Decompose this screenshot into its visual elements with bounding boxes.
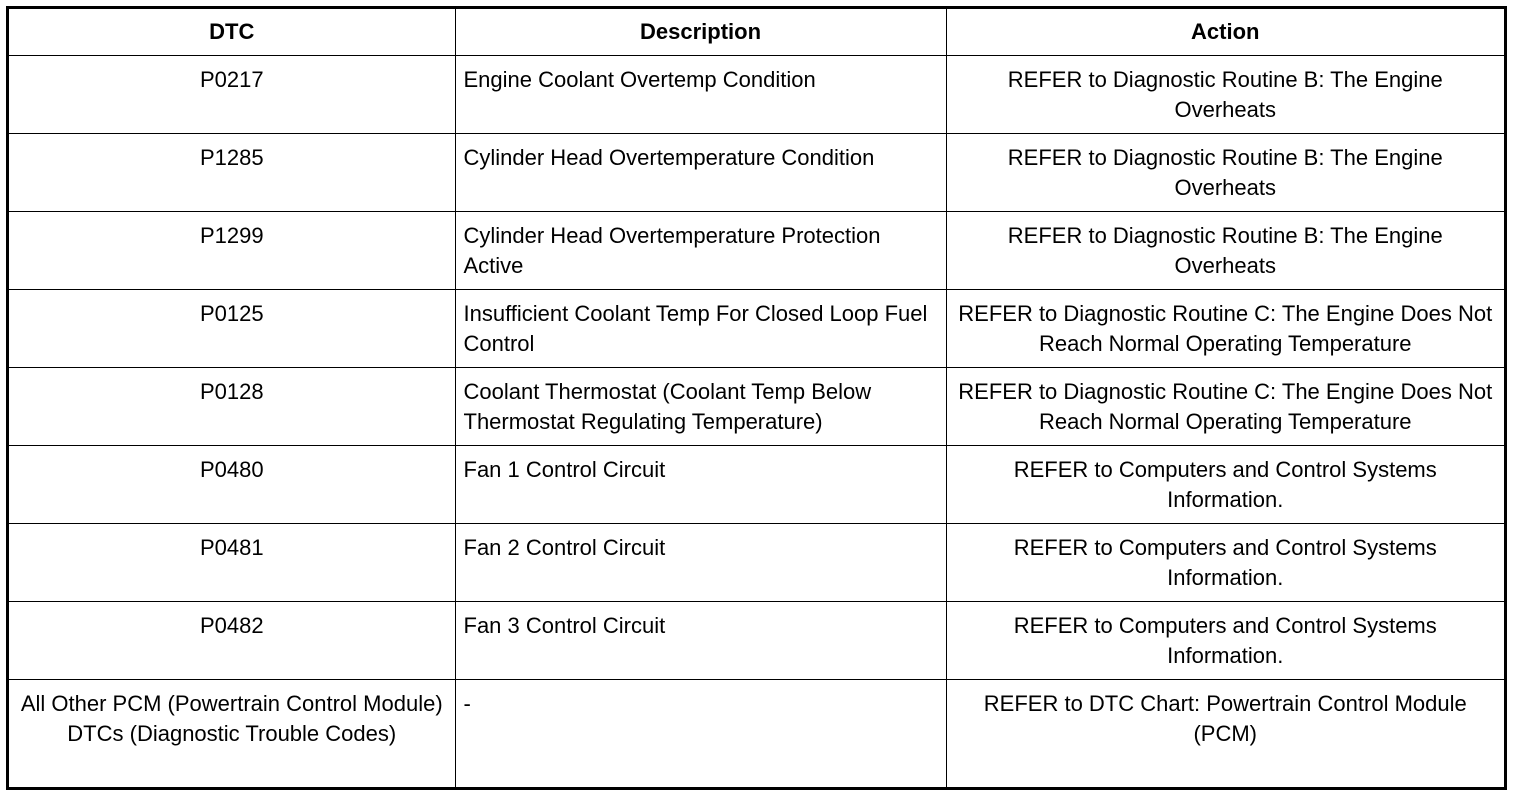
header-action: Action [946, 9, 1504, 55]
action-cell: REFER to Diagnostic Routine B: The Engine Overheats [946, 55, 1504, 133]
dtc-cell: All Other PCM (Powertrain Control Module) DTCs (Diagnostic Trouble Codes) [9, 679, 455, 787]
description-cell: Fan 2 Control Circuit [455, 523, 946, 601]
header-description: Description [455, 9, 946, 55]
dtc-cell: P0480 [9, 445, 455, 523]
table-row [9, 445, 1504, 523]
dtc-cell: P1299 [9, 211, 455, 289]
description-cell: Fan 1 Control Circuit [455, 445, 946, 523]
description-cell: Cylinder Head Overtemperature Condition [455, 133, 946, 211]
table-header-row [9, 9, 1504, 55]
dtc-cell: P0481 [9, 523, 455, 601]
dtc-cell: P1285 [9, 133, 455, 211]
table-row [9, 211, 1504, 289]
action-cell: REFER to DTC Chart: Powertrain Control Module (PCM) [946, 679, 1504, 787]
action-cell: REFER to Diagnostic Routine C: The Engine Does Not Reach Normal Operating Temperature [946, 367, 1504, 445]
action-cell: REFER to Diagnostic Routine C: The Engine Does Not Reach Normal Operating Temperature [946, 289, 1504, 367]
dtc-table [9, 9, 1504, 787]
dtc-cell: P0482 [9, 601, 455, 679]
table-row [9, 679, 1504, 787]
table-row [9, 367, 1504, 445]
table-row [9, 601, 1504, 679]
dtc-cell: P0125 [9, 289, 455, 367]
action-cell: REFER to Diagnostic Routine B: The Engine Overheats [946, 211, 1504, 289]
description-cell: Insufficient Coolant Temp For Closed Loop Fuel Control [455, 289, 946, 367]
dtc-table-container [6, 6, 1507, 790]
table-row [9, 55, 1504, 133]
table-row [9, 523, 1504, 601]
description-cell: Coolant Thermostat (Coolant Temp Below Thermostat Regulating Temperature) [455, 367, 946, 445]
dtc-cell: P0217 [9, 55, 455, 133]
header-dtc: DTC [9, 9, 455, 55]
description-cell: Engine Coolant Overtemp Condition [455, 55, 946, 133]
description-cell: Cylinder Head Overtemperature Protection Active [455, 211, 946, 289]
table-row [9, 133, 1504, 211]
action-cell: REFER to Computers and Control Systems Information. [946, 523, 1504, 601]
description-cell: - [455, 679, 946, 787]
action-cell: REFER to Computers and Control Systems Information. [946, 445, 1504, 523]
description-cell: Fan 3 Control Circuit [455, 601, 946, 679]
table-row [9, 289, 1504, 367]
action-cell: REFER to Diagnostic Routine B: The Engine Overheats [946, 133, 1504, 211]
action-cell: REFER to Computers and Control Systems Information. [946, 601, 1504, 679]
dtc-cell: P0128 [9, 367, 455, 445]
